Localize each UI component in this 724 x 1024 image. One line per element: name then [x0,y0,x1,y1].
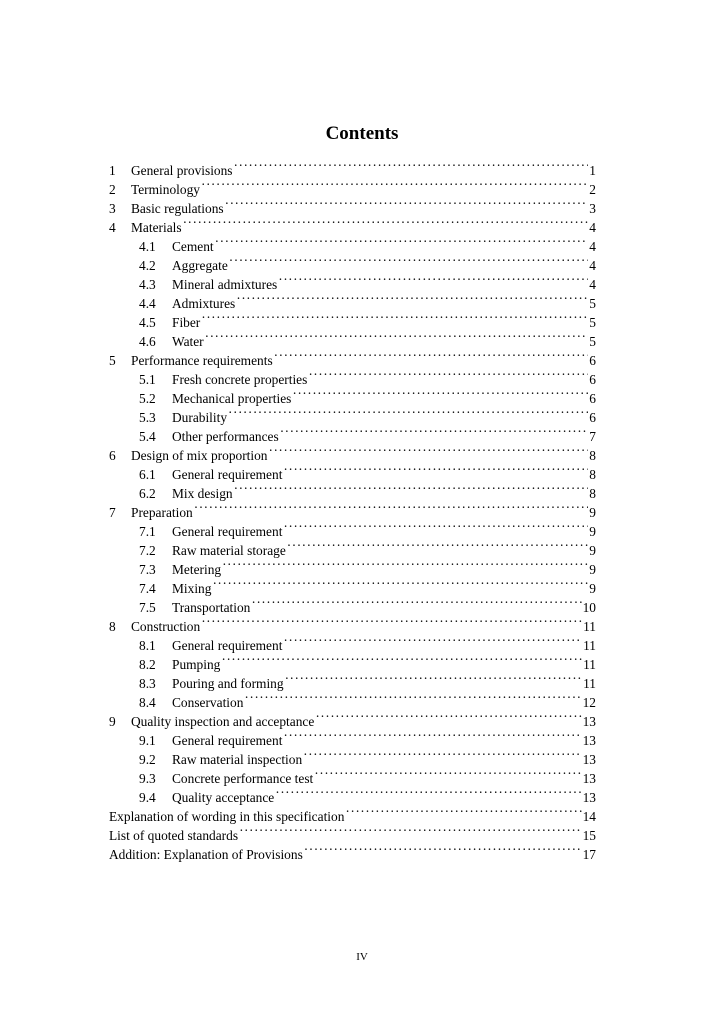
toc-entry-number: 5.2 [139,391,156,406]
toc-entry-number: 4.1 [139,239,156,254]
toc-entry-page: 5 [589,315,596,330]
toc-entry-page: 6 [589,353,596,368]
dot-leader [234,156,589,175]
page-number: IV [356,951,368,963]
toc-entry-page: 9 [589,581,596,596]
toc-entry-number: 8.4 [139,695,156,710]
toc-entry-number: 2 [109,182,116,197]
toc-entry-number: 4.2 [139,258,156,273]
dot-leader [278,270,588,289]
toc-entry-page: 11 [583,676,596,691]
dot-leader [201,308,588,327]
toc-entry-title: Fiber [172,315,201,330]
toc-entry-number: 4.3 [139,277,156,292]
toc-entry-title: Design of mix proportion [131,448,268,463]
toc-entry-number: 3 [109,201,116,216]
toc-entry-number: 7.3 [139,562,156,577]
dot-leader [274,346,589,365]
toc-entry-number: 6.1 [139,467,156,482]
toc-entry-title: Basic regulations [131,201,224,216]
toc-entry-title: Quality acceptance [172,790,275,805]
toc-entry-title: General requirement [172,638,283,653]
toc-entry-page: 13 [582,790,596,805]
toc-entry-number: 8.1 [139,638,156,653]
toc-entry-title: Conservation [172,695,244,710]
dot-leader [221,650,582,669]
dot-leader [315,707,581,726]
toc-entry-page: 5 [589,296,596,311]
dot-leader [183,213,589,232]
toc-entry-number: 9 [109,714,116,729]
dot-leader [283,460,588,479]
toc-entry-title: Pouring and forming [172,676,284,691]
toc-entry-number: 6.2 [139,486,156,501]
toc-entry-title: Mix design [172,486,233,501]
dot-leader [239,821,582,840]
toc-entry-page: 13 [582,733,596,748]
toc-entry-number: 9.2 [139,752,156,767]
toc-entry-title: Raw material inspection [172,752,303,767]
toc-entry-number: 4 [109,220,116,235]
toc-entry-title: Raw material storage [172,543,286,558]
toc-entry-number: 5.3 [139,410,156,425]
dot-leader [314,764,581,783]
toc-entry-title: General requirement [172,733,283,748]
toc-entry-page: 13 [582,752,596,767]
dot-leader [236,289,588,308]
dot-leader [285,669,583,688]
toc-entry[interactable] [109,213,596,235]
toc-entry-title: Explanation of wording in this specification [109,809,345,824]
dot-leader [215,232,589,251]
dot-leader [244,688,581,707]
toc-entry-number: 4.5 [139,315,156,330]
dot-leader [303,745,581,764]
toc-entry-number: 1 [109,163,116,178]
toc-entry-page: 11 [583,638,596,653]
toc-entry-title: Aggregate [172,258,228,273]
toc-entry-page: 4 [589,258,596,273]
toc-entry-title: General provisions [131,163,233,178]
toc-entry-number: 8.3 [139,676,156,691]
toc-entry-page: 3 [589,201,596,216]
toc-entry-page: 12 [582,695,596,710]
dot-leader [201,175,588,194]
toc-entry-title: Transportation [172,600,251,615]
dot-leader [222,555,588,574]
toc-entry-title: Durability [172,410,228,425]
page-title: Contents [325,123,399,144]
toc-entry-title: Terminology [131,182,200,197]
toc-entry[interactable] [109,156,596,178]
toc-entry-page: 9 [589,562,596,577]
dot-leader [251,593,581,612]
dot-leader [308,365,588,384]
toc-entry-number: 8.2 [139,657,156,672]
toc-entry-page: 8 [589,486,596,501]
dot-leader [280,422,589,441]
toc-entry-title: Materials [131,220,182,235]
toc-entry-page: 4 [589,220,596,235]
dot-leader [234,479,589,498]
dot-leader [345,802,581,821]
toc-entry-title: Pumping [172,657,221,672]
toc-entry-page: 9 [589,543,596,558]
dot-leader [283,726,581,745]
toc-entry-page: 4 [589,239,596,254]
toc-entry-number: 9.4 [139,790,156,805]
toc-entry-title: Construction [131,619,201,634]
toc-entry-page: 13 [582,714,596,729]
toc-entry-number: 4.4 [139,296,156,311]
toc-entry-number: 6 [109,448,116,463]
toc-entry-title: Other performances [172,429,279,444]
toc-entry-page: 6 [589,391,596,406]
toc-entry-page: 10 [582,600,596,615]
toc-entry-title: Mixing [172,581,212,596]
toc-entry-title: Mineral admixtures [172,277,278,292]
toc-entry-page: 11 [583,657,596,672]
toc-entry-page: 1 [589,163,596,178]
toc-entry-title: Water [172,334,204,349]
toc-entry-page: 7 [589,429,596,444]
dot-leader [201,612,582,631]
toc-entry-title: Cement [172,239,214,254]
toc-entry-title: Mechanical properties [172,391,292,406]
toc-entry-page: 14 [582,809,596,824]
table-of-contents [109,156,596,862]
dot-leader [228,403,588,422]
toc-entry-page: 11 [583,619,596,634]
toc-entry-page: 6 [589,410,596,425]
toc-entry-number: 7.1 [139,524,156,539]
toc-entry-page: 2 [589,182,596,197]
toc-entry-title: Preparation [131,505,193,520]
toc-entry-title: Fresh concrete properties [172,372,308,387]
toc-entry-title: Addition: Explanation of Provisions [109,847,303,862]
dot-leader [283,517,588,536]
toc-entry-page: 9 [589,505,596,520]
dot-leader [212,574,588,593]
toc-entry-page: 5 [589,334,596,349]
toc-entry-page: 15 [582,828,596,843]
toc-entry[interactable] [109,232,596,254]
dot-leader [269,441,589,460]
toc-entry-title: Metering [172,562,222,577]
dot-leader [275,783,581,802]
toc-entry-title: Concrete performance test [172,771,314,786]
toc-entry-number: 5 [109,353,116,368]
dot-leader [292,384,588,403]
toc-entry-number: 7.2 [139,543,156,558]
toc-entry-title: Admixtures [172,296,236,311]
dot-leader [304,840,582,859]
toc-entry-page: 17 [582,847,596,862]
toc-entry-page: 6 [589,372,596,387]
toc-entry-page: 9 [589,524,596,539]
dot-leader [229,251,589,270]
toc-entry-page: 8 [589,467,596,482]
dot-leader [205,327,589,346]
dot-leader [283,631,582,650]
toc-entry-page: 13 [582,771,596,786]
toc-entry-number: 9.1 [139,733,156,748]
dot-leader [194,498,589,517]
toc-entry-number: 4.6 [139,334,156,349]
toc-entry-number: 7.5 [139,600,156,615]
toc-entry-number: 7.4 [139,581,156,596]
toc-entry-page: 4 [589,277,596,292]
toc-entry-title: List of quoted standards [109,828,239,843]
dot-leader [287,536,589,555]
toc-entry-number: 5.1 [139,372,156,387]
dot-leader [225,194,589,213]
toc-entry-title: Performance requirements [131,353,273,368]
toc-entry-title: General requirement [172,524,283,539]
toc-entry-page: 8 [589,448,596,463]
toc-entry-number: 5.4 [139,429,156,444]
toc-entry-number: 8 [109,619,116,634]
toc-entry-number: 7 [109,505,116,520]
toc-entry-title: General requirement [172,467,283,482]
toc-entry-number: 9.3 [139,771,156,786]
toc-entry-title: Quality inspection and acceptance [131,714,315,729]
